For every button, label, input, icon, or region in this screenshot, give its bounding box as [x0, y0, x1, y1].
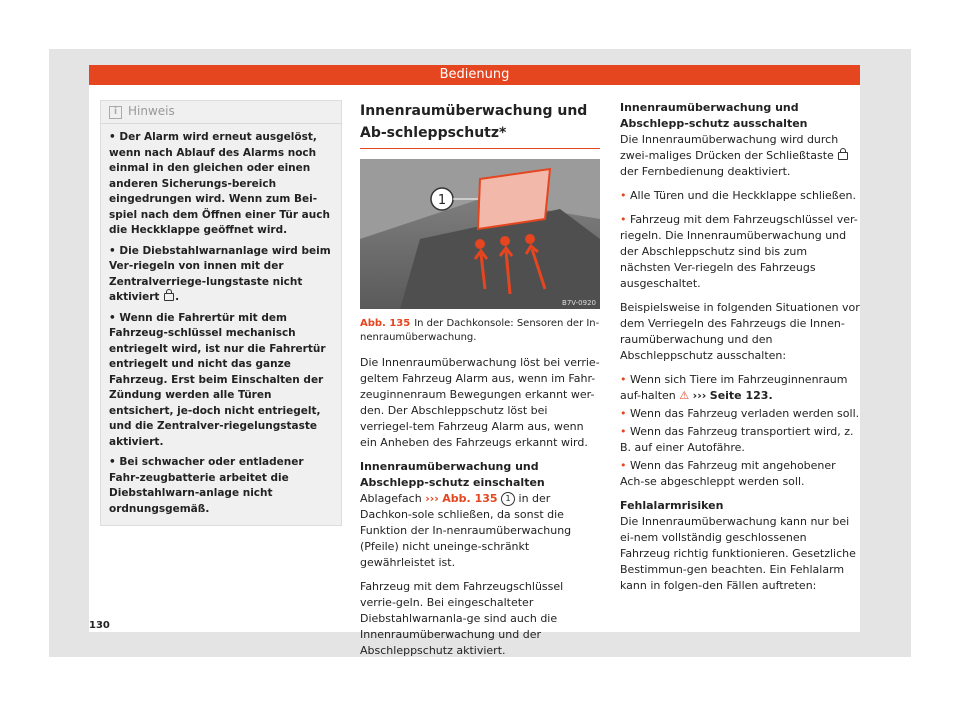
section-header: Bedienung [89, 65, 860, 85]
subheading-on: Innenraumüberwachung und Abschlepp-schutz einschalten [360, 460, 545, 489]
paragraph-off: Die Innenraumüberwachung wird durch zwei-maliges Drücken der Schließtaste der Fernbedienung deaktiviert. [620, 132, 860, 180]
list-item: • Wenn das Fahrzeug transportiert wird, z. B. auf einer Autofähre. [620, 425, 854, 454]
page-ref-link[interactable]: Seite 123 [709, 389, 769, 402]
figure-roof-console [360, 159, 600, 309]
note-item: • Wenn die Fahrertür mit dem Fahrzeug-schlüssel mechanisch entriegelt wird, ist nur die Fahrertür entriegelt und nicht das ganze Fahrzeug. Erst beim Einschalten der Zündung werden alle Türen entsichert, je-doch nicht entriegelt, und die Zentralver-riegelungstaste aktiviert. [109, 311, 326, 448]
sensor-left [475, 239, 485, 249]
list-item: • Wenn sich Tiere im Fahrzeuginnenraum auf-halten ⚠ ››› Seite 123. [620, 373, 848, 402]
manual-page [89, 65, 860, 657]
note-header [101, 101, 341, 124]
subheading-false-alarm: Fehlalarmrisiken [620, 499, 724, 512]
paragraph-lock: Fahrzeug mit dem Fahrzeugschlüssel verrie-geln. Bei eingeschalteter Diebstahlwarnanla-ge sind auch die Innenraumüberwachung und der Abschleppschutz aktiviert. [360, 580, 564, 657]
callout-ref: 1 [501, 492, 515, 506]
column-middle [360, 100, 600, 667]
note-heading: Hinweis [128, 104, 175, 119]
svg-text:1: 1 [437, 193, 447, 208]
sensor-right [525, 234, 535, 244]
note-item: • Bei schwacher oder entladener Fahr-zeugbatterie arbeitet die Diebstahlwarn-anlage nicht ordnungsgemäß. [109, 456, 304, 515]
subheading-off: Innenraumüberwachung und Abschlepp-schutz ausschalten [620, 101, 808, 130]
list-item: • Wenn das Fahrzeug verladen werden soll. [620, 407, 860, 420]
sensor-center [500, 236, 510, 246]
lock-icon [838, 152, 848, 160]
list-item: • Alle Türen und die Heckklappe schließen. [620, 189, 856, 202]
svg-text:B7V-0920: B7V-0920 [562, 299, 596, 307]
column-right [620, 100, 860, 602]
list-item: • Wenn das Fahrzeug mit angehobener Ach-se abgeschleppt werden soll. [620, 459, 836, 488]
storage-compartment [478, 169, 550, 229]
intro-paragraph: Die Innenraumüberwachung löst bei verrie-geltem Fahrzeug Alarm aus, wenn im Fahr-zeuginnenraum Bewegungen erkannt wer-den. Der Abschleppschutz löst bei verriegel-tem Fahrzeug Alarm aus, wenn ein Anheben des Fahrzeugs erkannt wird. [360, 356, 600, 449]
page-number: 130 [89, 620, 110, 631]
lock-icon [164, 293, 174, 301]
section-title: Innenraumüberwachung und Ab-schleppschutz* [360, 100, 600, 149]
figure-ref-link[interactable]: Abb. 135 [442, 492, 498, 505]
note-box [100, 100, 342, 526]
figure-caption: Abb. 135 In der Dachkonsole: Sensoren der In-nenraumüberwachung. [360, 318, 600, 343]
info-icon: i [109, 106, 122, 119]
warning-icon: ⚠ [679, 389, 690, 402]
note-item: • Der Alarm wird erneut ausgelöst, wenn nach Ablauf des Alarms noch einmal in den gleichen oder einen anderen Sicherungs-bereich eingedrungen wird. Wenn zum Bei-spiel nach dem Öffnen einer Tür auch die Heckklappe geöffnet wird. [109, 131, 330, 236]
column-left [100, 100, 342, 526]
roof-console-illustration [360, 159, 600, 309]
note-item: • Die Diebstahlwarnanlage wird beim Ver-riegeln von innen mit der Zentralverriege-lungstaste nicht aktiviert . [109, 244, 331, 303]
list-item: • Fahrzeug mit dem Fahrzeugschlüssel ver-riegeln. Die Innenraumüberwachung und der Abschleppschutz sind bis zum nächsten Ver-riegeln des Fahrzeugs ausgeschaltet. [620, 213, 858, 290]
example-paragraph: Beispielsweise in folgenden Situationen vor dem Verriegeln des Fahrzeugs die Innen-raumüberwachung und den Abschleppschutz ausschalten: [620, 301, 860, 362]
paragraph-on: Ablagefach ››› Abb. 135 1 in der Dachkon-sole schließen, da sonst die Funktion der In-nenraumüberwachung (Pfeile) nicht uneinge-schränkt gewährleistet ist. [360, 492, 572, 569]
false-alarm-paragraph: Die Innenraumüberwachung kann nur bei ei-nem vollständig geschlossenen Fahrzeug richtig funktionieren. Gesetzliche Bestimmun-gen beachten. Ein Fehlalarm kann in folgen-den Fällen auftreten: [620, 515, 856, 592]
